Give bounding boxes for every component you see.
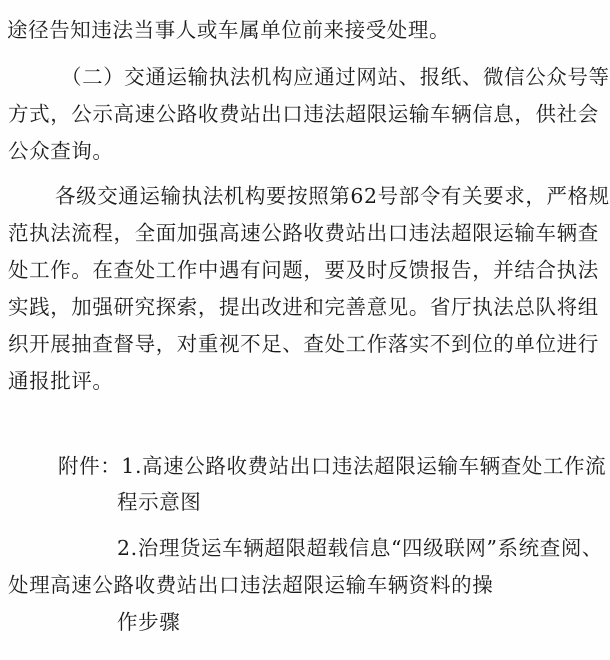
paragraph-1-line-1: 途径告知违法当事人或车属单位前来接受处理。 [7,18,451,42]
paragraph-3-line-3: 处工作。在查处工作中遇有问题，要及时反馈报告，并结合执法 [8,258,599,282]
paragraph-2-line-1: （二）交通运输执法机构应通过网站、报纸、微信公众号等 [61,65,610,89]
attachment-2-line-3: 作步骤 [117,610,181,634]
paragraph-3-line-5: 织开展抽查督导，对重视不足、查处工作落实不到位的单位进行 [8,332,599,356]
attachment-1-line-2: 程示意图 [117,490,202,514]
attachment-2-line-2: 处理高速公路收费站出口违法超限运输车辆资料的操 [8,573,494,597]
attachment-1-line-1: 附件：1.高速公路收费站出口违法超限运输车辆查处工作流 [58,454,607,478]
paragraph-3-line-1: 各级交通运输执法机构要按照第62号部令有关要求，严格规 [55,184,610,208]
attachment-2-line-1: 2.治理货运车辆超限超载信息“四级联网”系统查阅、 [117,536,604,560]
paragraph-3-line-6: 通报批评。 [8,369,114,393]
paragraph-3-line-4: 实践，加强研究探索，提出改进和完善意见。省厅执法总队将组 [8,295,599,319]
paragraph-3-line-2: 范执法流程，全面加强高速公路收费站出口违法超限运输车辆查 [8,221,599,245]
paragraph-2-line-2: 方式，公示高速公路收费站出口违法超限运输车辆信息，供社会 [8,102,599,126]
paragraph-2-line-3: 公众查询。 [8,139,114,163]
